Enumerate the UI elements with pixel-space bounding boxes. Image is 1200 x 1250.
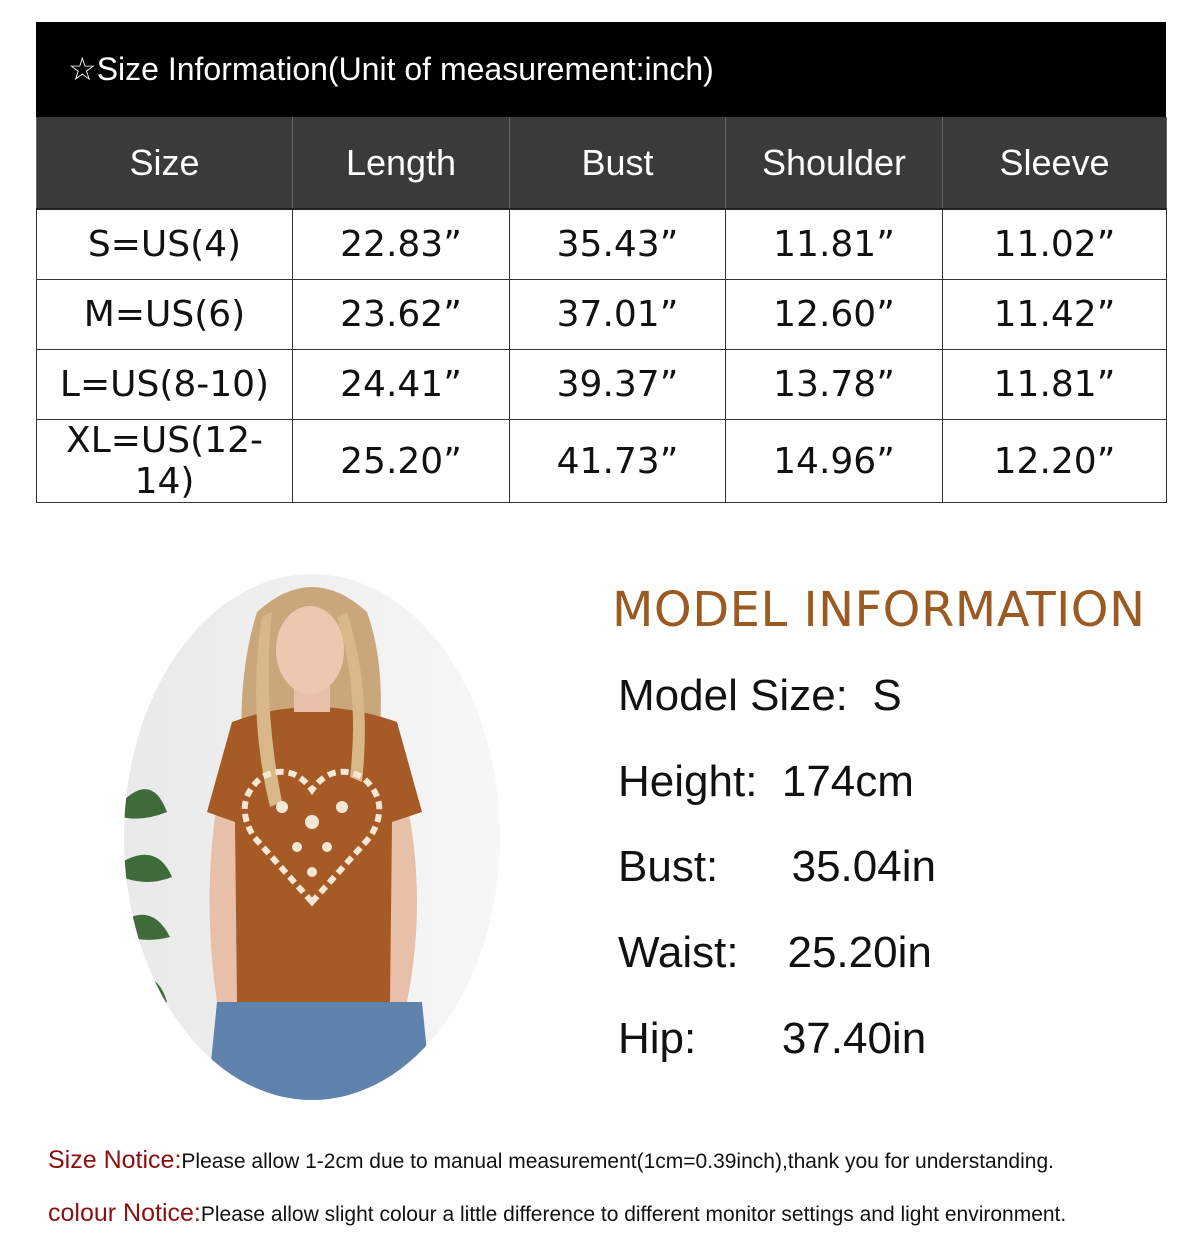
model-jeans bbox=[207, 1002, 432, 1102]
header-sleeve: Sleeve bbox=[943, 117, 1167, 209]
cell-sleeve: 11.42” bbox=[943, 280, 1167, 350]
cell-shoulder: 11.81” bbox=[726, 209, 943, 280]
model-waist-line: Waist: 25.20in bbox=[618, 928, 932, 977]
header-shoulder: Shoulder bbox=[726, 117, 943, 209]
cell-bust: 35.43” bbox=[510, 209, 726, 280]
header-length: Length bbox=[293, 117, 510, 209]
table-row bbox=[37, 280, 1167, 350]
colour-notice bbox=[48, 1199, 1066, 1228]
cell-size: M=US(6) bbox=[37, 280, 293, 350]
model-face bbox=[276, 606, 344, 694]
table-row bbox=[37, 209, 1167, 280]
cell-size: S=US(4) bbox=[37, 209, 293, 280]
model-info-heading: MODEL INFORMATION bbox=[612, 582, 1146, 638]
colour-notice-label: colour Notice: bbox=[48, 1199, 201, 1227]
cell-length: 25.20” bbox=[293, 420, 510, 503]
model-hip-line: Hip: 37.40in bbox=[618, 1014, 927, 1063]
cell-length: 23.62” bbox=[293, 280, 510, 350]
model-bust-line: Bust: 35.04in bbox=[618, 842, 936, 891]
size-table-header-row bbox=[37, 117, 1167, 209]
model-sweater bbox=[207, 707, 422, 1002]
header-bust: Bust bbox=[510, 117, 726, 209]
cell-shoulder: 13.78” bbox=[726, 350, 943, 420]
size-notice-label: Size Notice: bbox=[48, 1146, 182, 1174]
cell-bust: 41.73” bbox=[510, 420, 726, 503]
cell-size: XL=US(12-14) bbox=[37, 420, 293, 503]
table-row bbox=[37, 350, 1167, 420]
size-notice bbox=[48, 1146, 1054, 1175]
cell-length: 24.41” bbox=[293, 350, 510, 420]
cell-shoulder: 12.60” bbox=[726, 280, 943, 350]
cell-sleeve: 11.02” bbox=[943, 209, 1167, 280]
table-row bbox=[37, 420, 1167, 503]
size-chart-table bbox=[36, 117, 1167, 503]
size-info-title-bar bbox=[36, 22, 1166, 117]
cell-sleeve: 11.81” bbox=[943, 350, 1167, 420]
model-photo bbox=[122, 572, 502, 1102]
cell-shoulder: 14.96” bbox=[726, 420, 943, 503]
model-size-line: Model Size: S bbox=[618, 671, 902, 720]
cell-bust: 37.01” bbox=[510, 280, 726, 350]
cell-length: 22.83” bbox=[293, 209, 510, 280]
colour-notice-text: Please allow slight colour a little difference to different monitor settings and light environment. bbox=[200, 1203, 1067, 1226]
size-notice-text: Please allow 1-2cm due to manual measurement(1cm=0.39inch),thank you for understanding. bbox=[181, 1150, 1054, 1173]
cell-size: L=US(8-10) bbox=[37, 350, 293, 420]
header-size: Size bbox=[37, 117, 293, 209]
cell-sleeve: 12.20” bbox=[943, 420, 1167, 503]
cell-bust: 39.37” bbox=[510, 350, 726, 420]
size-info-title: ☆Size Information(Unit of measurement:inch) bbox=[68, 51, 714, 87]
model-height-line: Height: 174cm bbox=[618, 757, 914, 806]
